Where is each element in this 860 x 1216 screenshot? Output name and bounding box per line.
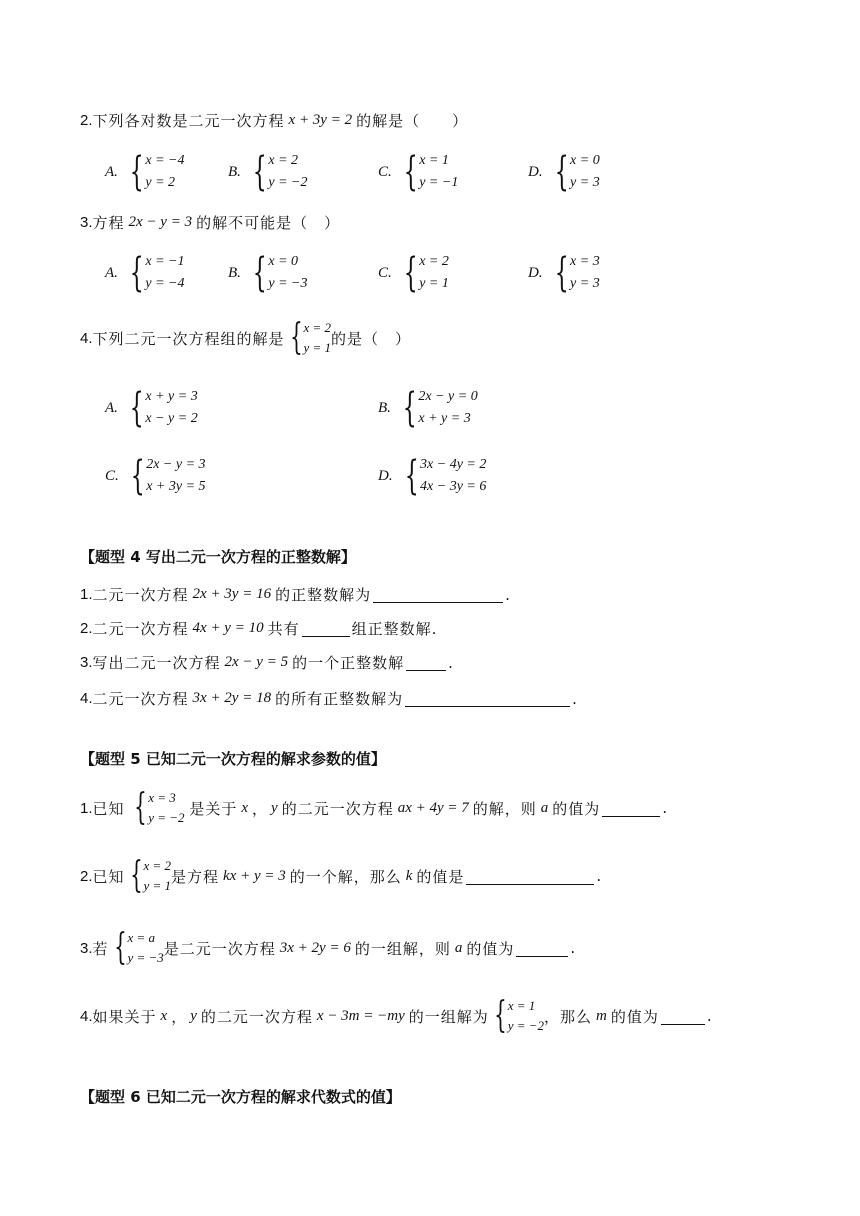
- answer-blank[interactable]: [602, 800, 660, 817]
- question-3: [80, 212, 340, 233]
- answer-blank[interactable]: [405, 690, 570, 707]
- s5-question-1: [80, 788, 667, 828]
- left-brace: {: [130, 453, 145, 499]
- q3-option-a[interactable]: [105, 251, 184, 295]
- comma: ，: [171, 1007, 187, 1026]
- question-text: 是关于: [189, 799, 238, 818]
- equation: 2x + 3y = 16: [192, 586, 272, 602]
- section-6-heading: 【题型 6 已知二元一次方程的解求代数式的值】: [80, 1088, 401, 1106]
- eq-line: x = 2: [143, 858, 171, 873]
- question-text: 二元一次方程: [92, 620, 189, 638]
- s4-question-1: [80, 584, 510, 605]
- option-label: B.: [378, 399, 391, 416]
- question-text: 的一组解，则: [354, 939, 451, 958]
- eq-line: y = −2: [148, 810, 185, 825]
- eq-line: y = 3: [570, 276, 600, 291]
- option-label: D.: [528, 163, 543, 180]
- variable: x: [160, 1007, 168, 1024]
- left-brace: {: [134, 787, 148, 828]
- option-label: A.: [105, 264, 118, 281]
- eq-line: y = −3: [268, 276, 308, 291]
- question-tail: 的解不可能是（ ）: [196, 214, 341, 232]
- period: .: [662, 799, 668, 817]
- question-number: 3.: [80, 214, 93, 231]
- question-text: 是方程: [170, 867, 219, 886]
- comma: ，: [252, 799, 268, 818]
- given-system: [489, 996, 544, 1036]
- left-brace: {: [404, 453, 419, 499]
- question-2: [80, 110, 468, 131]
- q4-option-c[interactable]: [105, 454, 206, 498]
- eq-line: y = 3: [570, 175, 600, 190]
- variable: k: [405, 867, 413, 884]
- question-text: 的正整数解为: [275, 586, 372, 604]
- question-number: 3.: [80, 939, 93, 957]
- left-brace: {: [554, 149, 569, 195]
- question-4: [80, 318, 411, 358]
- variable: y: [190, 1007, 197, 1024]
- eq-line: y = 1: [303, 340, 331, 355]
- question-text: 已知: [92, 867, 125, 886]
- equation: 2x − y = 5: [224, 654, 289, 670]
- given-system: [129, 788, 184, 828]
- option-label: D.: [528, 264, 543, 281]
- s5-question-2: [80, 856, 601, 896]
- left-brace: {: [493, 995, 507, 1036]
- question-text: 下列各对数是二元一次方程: [92, 112, 285, 130]
- answer-blank[interactable]: [406, 654, 446, 671]
- q2-option-a[interactable]: [105, 150, 184, 194]
- question-text: 的值为: [552, 799, 601, 818]
- eq-line: x + y = 3: [145, 389, 198, 404]
- equation: ax + 4y = 7: [397, 799, 469, 816]
- q3-option-c[interactable]: [378, 251, 449, 295]
- period: .: [570, 939, 576, 957]
- left-brace: {: [289, 317, 303, 358]
- question-text: 的解，则: [472, 799, 537, 818]
- eq-line: x = 0: [570, 153, 600, 168]
- option-label: B.: [228, 264, 241, 281]
- equation: x + 3y = 2: [288, 112, 353, 128]
- eq-line: x = 1: [507, 998, 536, 1013]
- question-number: 4.: [80, 1007, 93, 1025]
- section-5-heading: 【题型 5 已知二元一次方程的解求参数的值】: [80, 750, 386, 768]
- eq-line: x = −4: [145, 153, 185, 168]
- eq-line: x = −1: [145, 254, 185, 269]
- left-brace: {: [403, 149, 418, 195]
- question-text: 若: [92, 939, 109, 958]
- question-number: 4.: [80, 690, 93, 707]
- eq-line: x + 3y = 5: [146, 479, 206, 494]
- question-text: 的二元一次方程: [200, 1007, 313, 1026]
- variable: m: [596, 1007, 607, 1024]
- left-brace: {: [403, 250, 418, 296]
- period: .: [596, 867, 602, 885]
- question-text: 方程: [92, 214, 125, 232]
- s4-question-4: [80, 688, 577, 709]
- equation: 3x + 2y = 6: [279, 939, 351, 956]
- eq-line: x = 3: [570, 254, 600, 269]
- variable: a: [540, 799, 549, 816]
- eq-line: 4x − 3y = 6: [420, 479, 487, 494]
- question-number: 4.: [80, 329, 93, 347]
- equation: kx + y = 3: [223, 867, 286, 884]
- answer-blank[interactable]: [466, 868, 594, 885]
- left-brace: {: [129, 385, 144, 431]
- eq-line: y = −4: [145, 276, 185, 291]
- question-number: 2.: [80, 867, 93, 885]
- section-4-heading: 【题型 4 写出二元一次方程的正整数解】: [80, 548, 356, 566]
- s5-question-4: [80, 996, 712, 1036]
- eq-line: 2x − y = 0: [418, 389, 478, 404]
- option-label: A.: [105, 399, 118, 416]
- left-brace: {: [252, 250, 267, 296]
- option-label: C.: [105, 467, 119, 484]
- q4-option-b[interactable]: [378, 386, 478, 430]
- question-number: 2.: [80, 112, 93, 129]
- left-brace: {: [113, 927, 127, 968]
- equation: 2x − y = 3: [128, 214, 193, 230]
- question-text: 的值是: [416, 867, 465, 886]
- given-system: [125, 856, 171, 896]
- eq-line: y = 2: [145, 175, 176, 190]
- question-text: ，那么: [544, 1007, 593, 1026]
- eq-line: x = a: [127, 930, 155, 945]
- equation: x − 3m = −my: [316, 1007, 405, 1024]
- question-text: 的一个正整数解: [292, 654, 405, 672]
- question-text: 的值为: [466, 939, 515, 958]
- eq-line: x = 1: [419, 153, 449, 168]
- variable: a: [454, 939, 463, 956]
- eq-line: x = 0: [268, 254, 299, 269]
- question-number: 3.: [80, 654, 93, 671]
- variable: x: [241, 799, 249, 816]
- left-brace: {: [129, 855, 143, 896]
- answer-blank[interactable]: [661, 1008, 705, 1025]
- left-brace: {: [129, 250, 144, 296]
- period: .: [505, 585, 510, 604]
- option-label: D.: [378, 467, 393, 484]
- question-text: 下列二元一次方程组的解是: [92, 329, 285, 348]
- answer-blank[interactable]: [373, 586, 503, 603]
- question-text: 已知: [92, 799, 125, 818]
- eq-line: 3x − 4y = 2: [420, 457, 487, 472]
- option-label: C.: [378, 163, 392, 180]
- question-tail: 的是（ ）: [330, 329, 411, 348]
- left-brace: {: [129, 149, 144, 195]
- eq-line: y = 1: [143, 878, 171, 893]
- question-text: 组正整数解.: [351, 620, 438, 638]
- q2-option-b[interactable]: [228, 150, 307, 194]
- question-number: 1.: [80, 799, 93, 817]
- eq-line: x = 3: [148, 790, 176, 805]
- q4-option-a[interactable]: [105, 386, 198, 430]
- question-text: 二元一次方程: [92, 690, 189, 708]
- q4-option-d[interactable]: [378, 454, 486, 498]
- eq-line: x − y = 2: [145, 411, 198, 426]
- question-text: 的所有正整数解为: [275, 690, 404, 708]
- question-tail: 的解是（ ）: [356, 112, 469, 130]
- question-number: 1.: [80, 586, 93, 603]
- question-text: 的一组解为: [408, 1007, 489, 1026]
- given-system: [109, 928, 164, 968]
- question-text: 写出二元一次方程: [92, 654, 221, 672]
- q2-option-c[interactable]: [378, 150, 458, 194]
- question-text: 二元一次方程: [92, 586, 189, 604]
- left-brace: {: [252, 149, 267, 195]
- left-brace: {: [554, 250, 569, 296]
- question-text: 的一个解，那么: [289, 867, 402, 886]
- eq-line: 2x − y = 3: [146, 457, 206, 472]
- left-brace: {: [402, 385, 417, 431]
- eq-line: x = 2: [419, 254, 449, 269]
- period: .: [572, 689, 577, 708]
- eq-line: y = −2: [507, 1018, 545, 1033]
- answer-blank[interactable]: [516, 940, 568, 957]
- answer-blank[interactable]: [302, 620, 350, 637]
- question-text: 如果关于: [92, 1007, 157, 1026]
- solution-system: [285, 318, 331, 358]
- question-number: 2.: [80, 620, 93, 637]
- eq-line: y = −3: [127, 950, 164, 965]
- question-text: 共有: [267, 620, 300, 638]
- equation: 4x + y = 10: [192, 620, 264, 636]
- equation: 3x + 2y = 18: [192, 690, 272, 706]
- q3-option-b[interactable]: [228, 251, 307, 295]
- s5-question-3: [80, 928, 575, 968]
- q2-option-d[interactable]: [528, 150, 600, 194]
- period: .: [448, 653, 453, 672]
- eq-line: x = 2: [303, 320, 331, 335]
- option-label: B.: [228, 163, 241, 180]
- option-label: A.: [105, 163, 118, 180]
- s4-question-2: [80, 618, 437, 639]
- eq-line: y = −2: [268, 175, 308, 190]
- question-text: 的二元一次方程: [281, 799, 394, 818]
- question-text: 是二元一次方程: [163, 939, 276, 958]
- option-label: C.: [378, 264, 392, 281]
- variable: y: [271, 799, 278, 816]
- s4-question-3: [80, 652, 453, 673]
- q3-option-d[interactable]: [528, 251, 600, 295]
- eq-line: y = 1: [419, 276, 449, 291]
- period: .: [706, 1007, 712, 1025]
- question-text: 的值为: [610, 1007, 659, 1026]
- eq-line: y = −1: [419, 175, 459, 190]
- eq-line: x = 2: [268, 153, 299, 168]
- eq-line: x + y = 3: [418, 411, 471, 426]
